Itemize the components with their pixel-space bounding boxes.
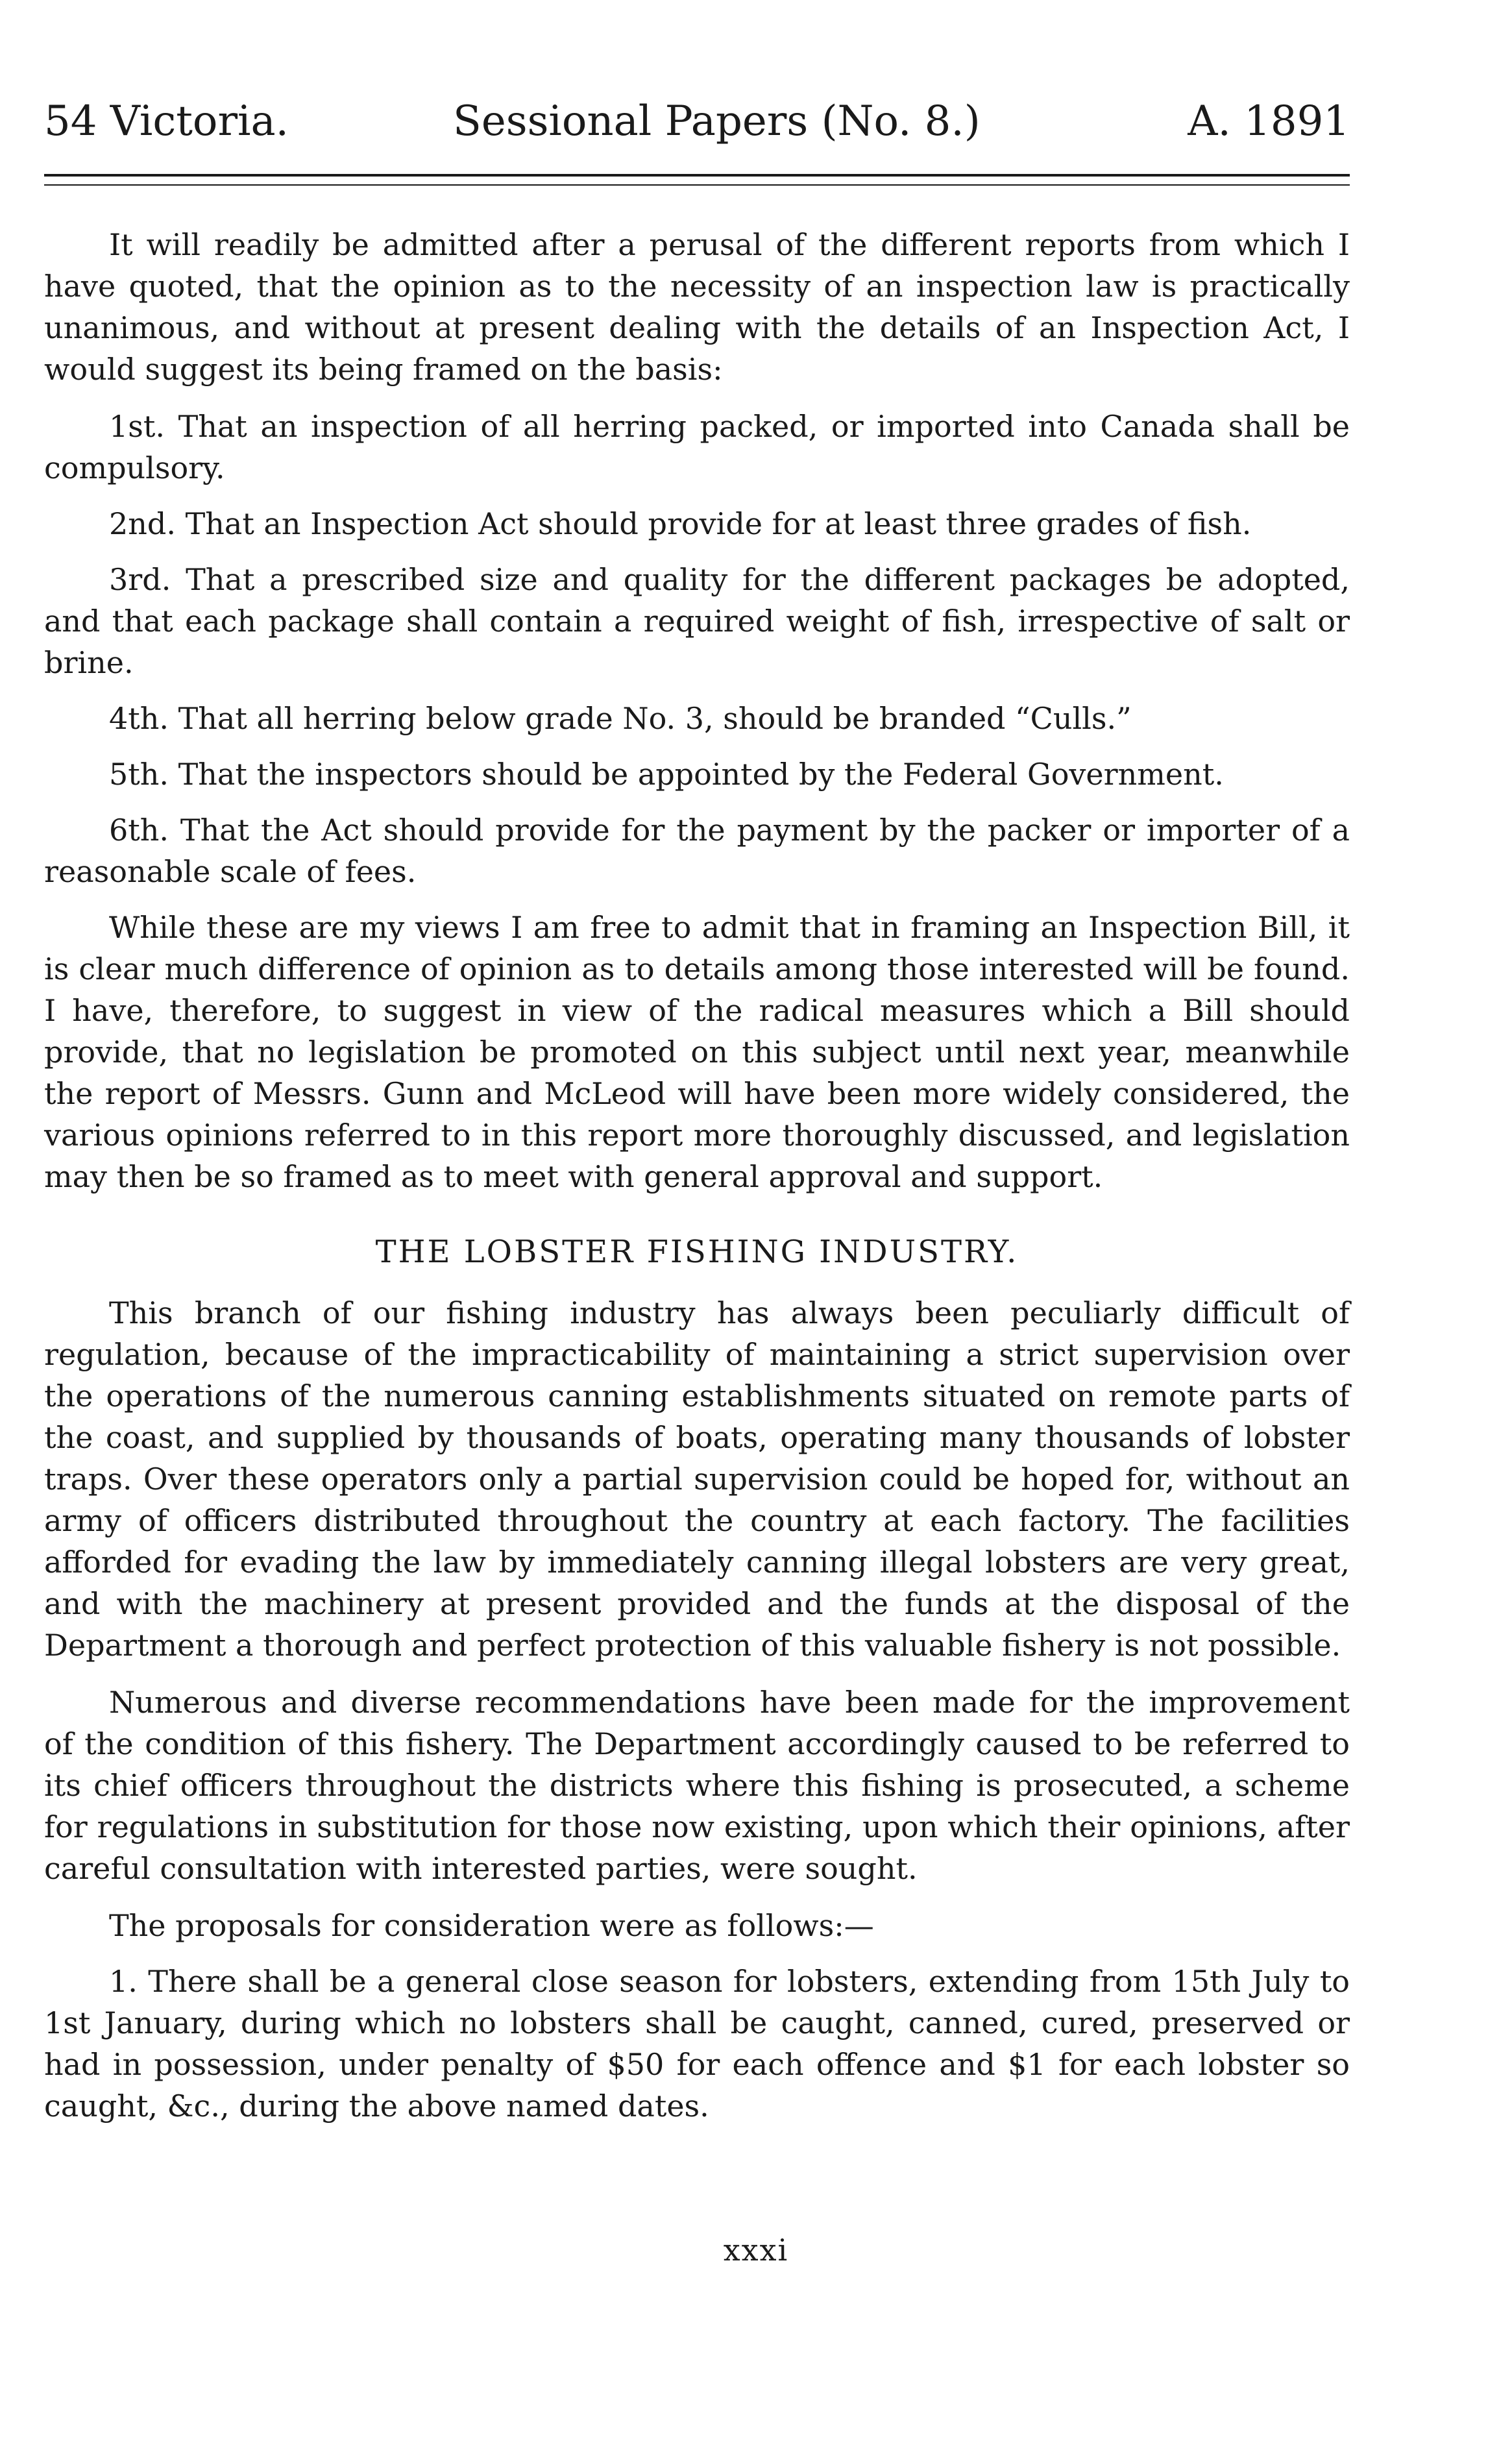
page-number: xxxi bbox=[723, 2233, 789, 2268]
paragraph: The proposals for consideration were as follows:— bbox=[109, 1908, 874, 1943]
header-rule-thin bbox=[44, 184, 1350, 186]
list-item: 1. There shall be a general close season for lobsters, extending from 15th July to 1st January, during which no lobsters shall be caught, canned, cured, preserved or had in possession, under penalty of $50 for each offence and $1 for each lobster so caught, &c., during the above named dates. bbox=[44, 1964, 1350, 2124]
header-year: A. 1891 bbox=[1188, 97, 1350, 145]
list-item: 3rd. That a prescribed size and quality for the different packages be adopted, and that each package shall contain a required weight of fish, irrespective of salt or brine. bbox=[44, 562, 1350, 680]
list-item: 1st. That an inspection of all herring packed, or imported into Canada shall be compulsory. bbox=[44, 409, 1350, 485]
paragraph: This branch of our fishing industry has always been peculiarly difficult of regulation, because of the impracticability of maintaining a strict supervision over the operations of the numerous canning establishments situated on remote parts of the coast, and supplied by thousands of boats, operating many thousands of lobster traps. Over these operators only a partial supervision could be hoped for, without an army of officers distributed throughout the country at each factory. The facilities afforded for evading the law by immediately canning illegal lobsters are very great, and with the machinery at present provided and the funds at the disposal of the Department a thorough and perfect protection of this valuable fishery is not possible. bbox=[44, 1295, 1350, 1663]
list-item: 2nd. That an Inspection Act should provide for at least three grades of fish. bbox=[109, 506, 1252, 541]
section-heading: THE LOBSTER FISHING INDUSTRY. bbox=[375, 1234, 1019, 1270]
paragraph: Numerous and diverse recommendations have been made for the improvement of the condition of this fishery. The Department accordingly caused to be referred to its chief officers throughout the districts where this fishing is prosecuted, a scheme for regulations in substitution for those now existing, upon which their opinions, after careful consultation with interested parties, were sought. bbox=[44, 1685, 1350, 1886]
running-header bbox=[44, 97, 1350, 149]
header-rule bbox=[44, 174, 1350, 177]
header-title: Sessional Papers (No. 8.) bbox=[453, 97, 981, 145]
list-item: 5th. That the inspectors should be appointed by the Federal Government. bbox=[109, 757, 1224, 792]
list-item: 6th. That the Act should provide for the payment by the packer or importer of a reasonable scale of fees. bbox=[44, 813, 1350, 889]
header-session: 54 Victoria. bbox=[44, 97, 289, 145]
body-text bbox=[44, 224, 1350, 2142]
paragraph: It will readily be admitted after a perusal of the different reports from which I have quoted, that the opinion as to the necessity of an inspection law is practically unanimous, and without at present dealing with the details of an Inspection Act, I would suggest its being framed on the basis: bbox=[44, 227, 1350, 387]
paragraph: While these are my views I am free to admit that in framing an Inspection Bill, it is clear much difference of opinion as to details among those interested will be found. I have, therefore, to suggest in view of the radical measures which a Bill should provide, that no legislation be promoted on this subject until next year, meanwhile the report of Messrs. Gunn and McLeod will have been more widely considered, the various opinions referred to in this report more thoroughly discussed, and legislation may then be so framed as to meet with general approval and support. bbox=[44, 910, 1350, 1194]
list-item: 4th. That all herring below grade No. 3, should be branded “Culls.” bbox=[109, 701, 1132, 736]
